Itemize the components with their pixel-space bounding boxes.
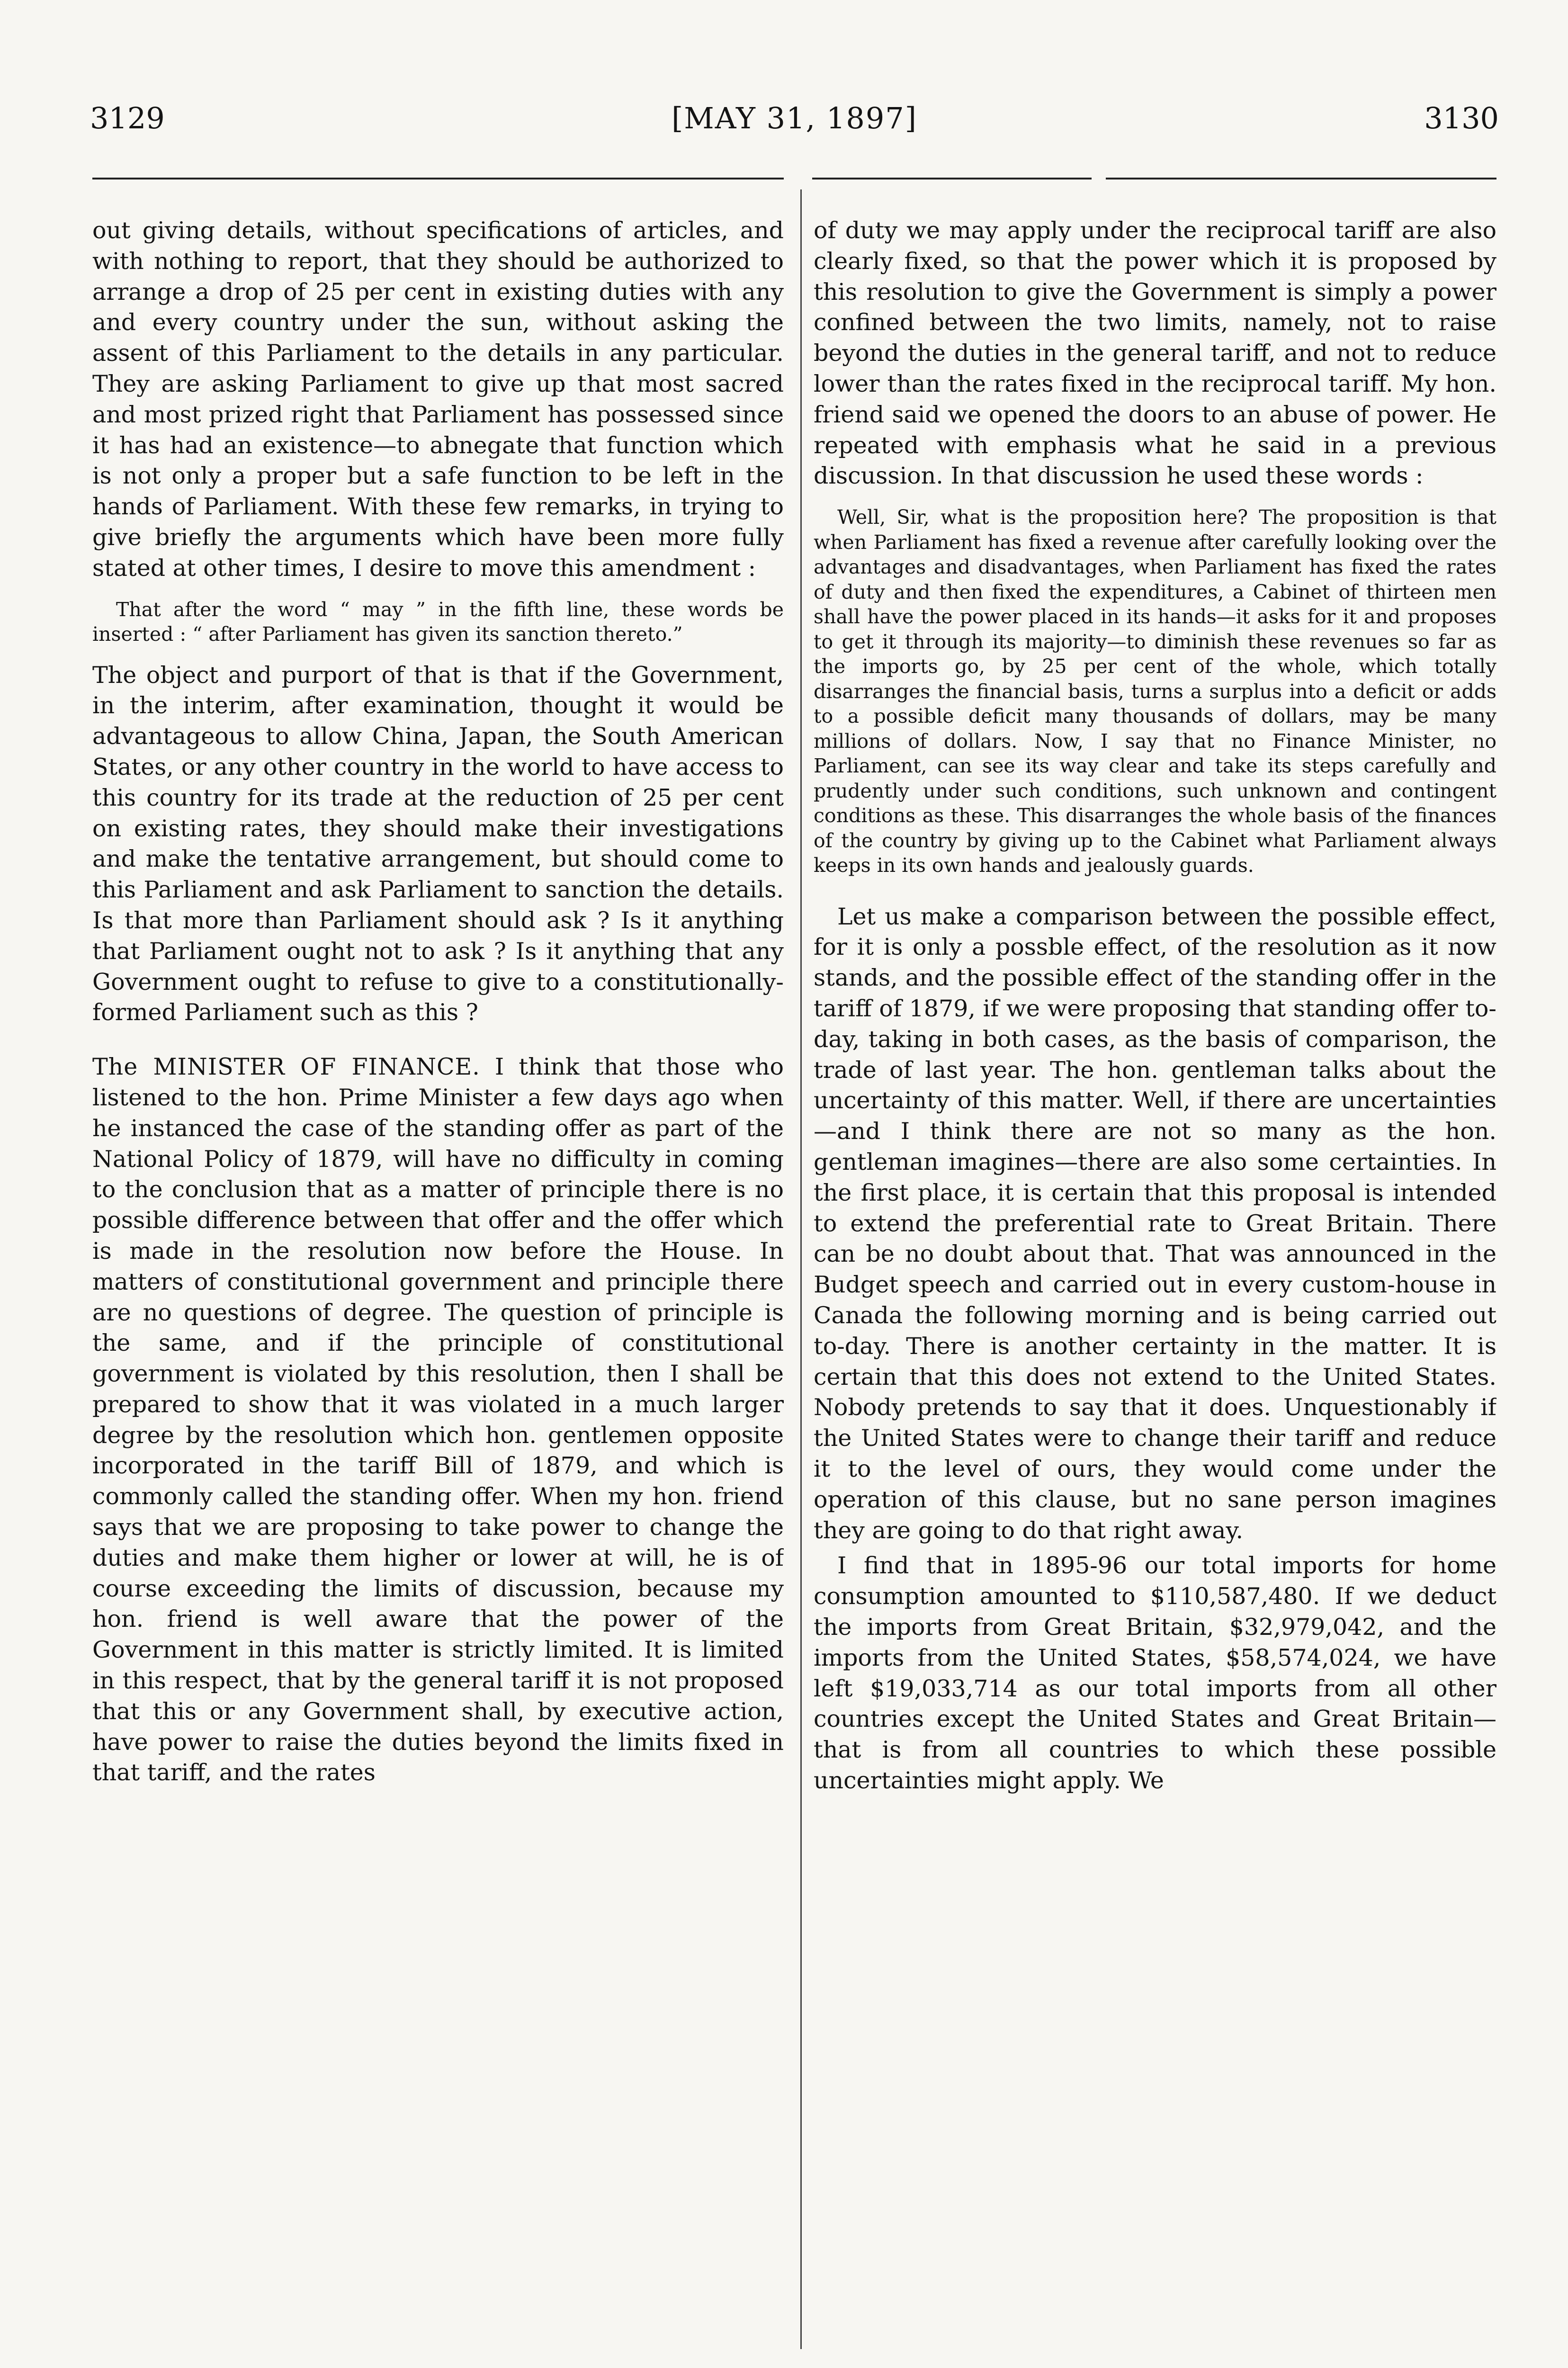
- header-rule-right-b: [1106, 178, 1496, 179]
- right-paragraph-2: Let us make a comparison between the possible effect, for it is only a possble effect, of the resolution as it now stands, and the possible effect of the standing offer in the tariff of 1879, if we were proposing that standing offer to-day, taking in both cases, as the basis of comparison, the trade of last year. The hon. gentleman talks about the uncertainty of this matter. Well, if there are uncertainties—and I think there are not so many as the hon. gentleman imagines—there are also some certainties. In the first place, it is certain that this proposal is intended to extend the preferential rate to Great Britain. There can be no doubt about that. That was announced in the Budget speech and carried out in every custom-house in Canada the following morning and is being carried out to-day. There is another certainty in the matter. It is certain that this does not extend to the United States. Nobody pretends to say that it does. Unquestionably if the United States were to change their tariff and reduce it to the level of ours, they would come under the operation of this clause, but no sane person imagines they are going to do that right away.: [814, 903, 1496, 1544]
- cited-quote: Well, Sir, what is the proposition here? The proposition is that when Parliament has fixed a revenue after carefully looking over the advantages and disadvantages, when Parliament has fixed the rates of duty and then fixed the expenditures, a Cabinet of thirteen men shall have the power placed in its hands—it asks for it and proposes to get it through its majority—to diminish these revenues so far as the imports go, by 25 per cent of the whole, which totally disarranges the financial basis, turns a surplus into a deficit or adds to a possible deficit many thousands of dollars, may be many millions of dollars. Now, I say that no Finance Minister, no Parliament, can see its way clear and take its steps carefully and prudently under such conditions, such unknown and contingent conditions as these. This disarranges the whole basis of the finances of the country by giving up to the Cabinet what Parliament always keeps in its own hands and jealously guards.: [814, 506, 1496, 877]
- page-number-right: 3130: [1424, 101, 1499, 135]
- page-header: [90, 97, 1499, 140]
- left-paragraph-1: out giving details, without specifications of articles, and with nothing to report, that they should be authorized to arrange a drop of 25 per cent in existing duties with any and every country under the sun, without asking the assent of this Parliament to the details in any particular. They are asking Parliament to give up that most sacred and most prized right that Parliament has possessed since it has had an existence—to abnegate that function which is not only a proper but a safe function to be left in the hands of Parliament. With these few remarks, in trying to give briefly the arguments which have been more fully stated at other times, I desire to move this amendment :: [92, 217, 784, 582]
- header-rule-right-a: [812, 178, 1092, 179]
- right-paragraph-1: of duty we may apply under the reciprocal tariff are also clearly fixed, so that the power which it is proposed by this resolution to give the Government is simply a power confined between the two limits, namely, not to raise beyond the duties in the general tariff, and not to reduce lower than the rates fixed in the reciprocal tariff. My hon. friend said we opened the doors to an abuse of power. He repeated with emphasis what he said in a previous discussion. In that discussion he used these words :: [814, 217, 1496, 490]
- header-date: [MAY 31, 1897]: [672, 101, 917, 135]
- right-column: [814, 215, 1496, 2356]
- right-paragraph-3: I find that in 1895-96 our total imports for home consumption amounted to $110,587,480. If we deduct the imports from Great Britain, $32,979,042, and the imports from the United States, $58,574,024, we have left $19,033,714 as our total imports from all other countries except the United States and Great Britain—that is from all countries to which these possible uncertainties might apply. We: [814, 1552, 1496, 1794]
- column-divider: [800, 189, 802, 2349]
- page-number-left: 3129: [90, 101, 165, 135]
- left-paragraph-3: [92, 1052, 784, 1788]
- header-rule-left: [92, 178, 784, 179]
- left-paragraph-2: The object and purport of that is that if the Government, in the interim, after examination, thought it would be advantageous to allow China, Japan, the South American States, or any other country in the world to have access to this country for its trade at the reduction of 25 per cent on existing rates, they should make their investigations and make the tentative arrangement, but should come to this Parliament and ask Parliament to sanction the details. Is that more than Parliament should ask ? Is it anything that Parliament ought not to ask ? Is it anything that any Government ought to refuse to give to a constitutionally-formed Parliament such as this ?: [92, 661, 784, 1026]
- speaker-text: I think that those who listened to the hon. Prime Minister a few days ago when he instanced the case of the standing offer as part of the National Policy of 1879, will have no difficulty in coming to the conclusion that as a matter of principle there is no possible difference between that offer and the offer which is made in the resolution now before the House. In matters of constitutional government and principle there are no questions of degree. The question of principle is the same, and if the principle of constitutional government is violated by this resolution, then I shall be prepared to show that it was violated in a much larger degree by the resolution which hon. gentlemen opposite incorporated in the tariff Bill of 1879, and which is commonly called the standing offer. When my hon. friend says that we are proposing to take power to change the duties and make them higher or lower at will, he is of course exceeding the limits of discussion, because my hon. friend is well aware that the power of the Government in this matter is strictly limited. It is limited in this respect, that by the general tariff it is not proposed that this or any Government shall, by executive action, have power to raise the duties beyond the limits fixed in that tariff, and the rates: [92, 1053, 784, 1786]
- amendment-quote: That after the word “ may ” in the fifth line, these words be inserted : “ after Parliament has given its sanction thereto.”: [92, 598, 784, 646]
- left-column: [92, 215, 784, 2356]
- speaker-name: The MINISTER OF FINANCE.: [92, 1053, 480, 1081]
